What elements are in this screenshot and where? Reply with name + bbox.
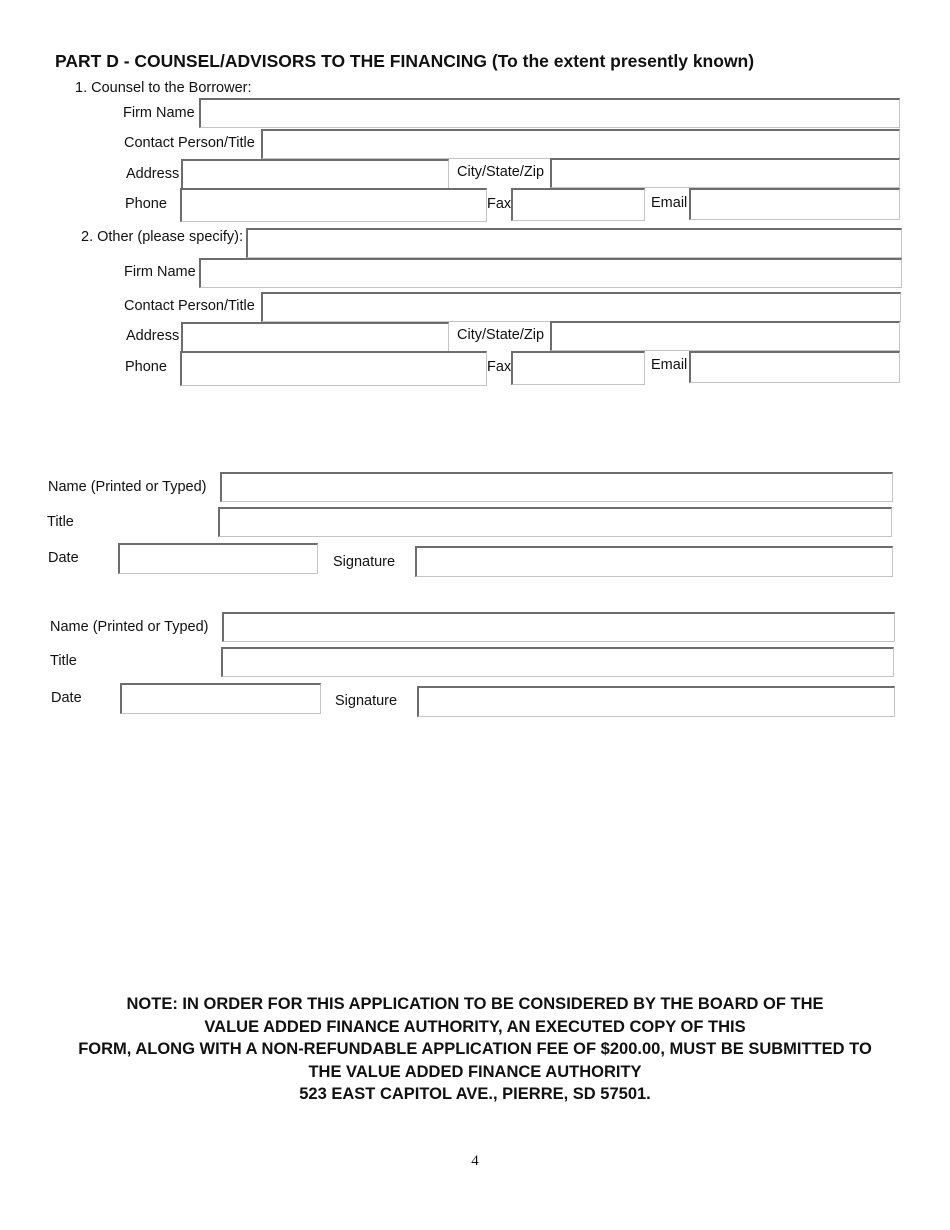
page-number: 4 (471, 1153, 479, 1169)
fax-field-1[interactable] (511, 188, 645, 221)
email-field-1[interactable] (689, 188, 900, 220)
email-label-1: Email (651, 195, 688, 211)
fax-label-1: Fax (487, 196, 512, 212)
other-specify-field[interactable] (246, 228, 902, 258)
name-label-sig2: Name (Printed or Typed) (50, 619, 209, 635)
signature-label-sig1: Signature (333, 554, 396, 570)
contact-field-2[interactable] (261, 292, 901, 322)
section2-title: 2. Other (please specify): (81, 229, 243, 245)
name-field-sig1[interactable] (220, 472, 893, 502)
name-field-sig2[interactable] (222, 612, 895, 642)
contact-field-1[interactable] (261, 129, 900, 159)
firm-name-label-1: Firm Name (123, 105, 195, 121)
phone-field-1[interactable] (180, 188, 487, 222)
title-field-sig1[interactable] (218, 507, 892, 537)
note-line-3: FORM, ALONG WITH A NON-REFUNDABLE APPLICATION FEE OF $200.00, MUST BE SUBMITTED TO (78, 1040, 872, 1058)
contact-label-1: Contact Person/Title (124, 135, 255, 151)
address-field-2[interactable] (181, 322, 449, 352)
firm-name-field-2[interactable] (199, 258, 902, 288)
submission-note (40, 993, 910, 1106)
phone-field-2[interactable] (180, 351, 487, 386)
section-heading: PART D - COUNSEL/ADVISORS TO THE FINANCING (To the extent presently known) (55, 51, 755, 71)
contact-label-2: Contact Person/Title (124, 298, 255, 314)
title-label-sig2: Title (50, 653, 77, 669)
note-line-1: NOTE: IN ORDER FOR THIS APPLICATION TO BE CONSIDERED BY THE BOARD OF THE (126, 995, 824, 1013)
note-line-4: THE VALUE ADDED FINANCE AUTHORITY (308, 1062, 642, 1081)
date-label-sig2: Date (51, 690, 82, 706)
firm-name-field-1[interactable] (199, 98, 900, 128)
phone-label-1: Phone (125, 196, 167, 212)
email-field-2[interactable] (689, 351, 900, 383)
fax-label-2: Fax (487, 359, 512, 375)
city-label-1: City/State/Zip (457, 164, 545, 180)
date-label-sig1: Date (48, 550, 79, 566)
firm-name-label-2: Firm Name (124, 264, 196, 280)
date-field-sig2[interactable] (120, 683, 321, 714)
address-label-2: Address (126, 328, 180, 344)
city-field-2[interactable] (550, 321, 900, 351)
date-field-sig1[interactable] (118, 543, 318, 574)
city-field-1[interactable] (550, 158, 900, 188)
signature-field-sig1[interactable] (415, 546, 893, 577)
title-field-sig2[interactable] (221, 647, 894, 677)
address-field-1[interactable] (181, 159, 449, 189)
address-label-1: Address (126, 166, 180, 182)
title-label-sig1: Title (47, 514, 74, 530)
phone-label-2: Phone (125, 359, 167, 375)
note-line-2: VALUE ADDED FINANCE AUTHORITY, AN EXECUTED COPY OF THIS (204, 1017, 746, 1036)
fax-field-2[interactable] (511, 351, 645, 385)
email-label-2: Email (651, 357, 688, 373)
note-line-5: 523 EAST CAPITOL AVE., PIERRE, SD 57501. (299, 1085, 651, 1103)
name-label-sig1: Name (Printed or Typed) (48, 479, 207, 495)
city-label-2: City/State/Zip (457, 327, 545, 343)
signature-label-sig2: Signature (335, 693, 398, 709)
signature-field-sig2[interactable] (417, 686, 895, 717)
section1-title: 1. Counsel to the Borrower: (75, 80, 252, 96)
